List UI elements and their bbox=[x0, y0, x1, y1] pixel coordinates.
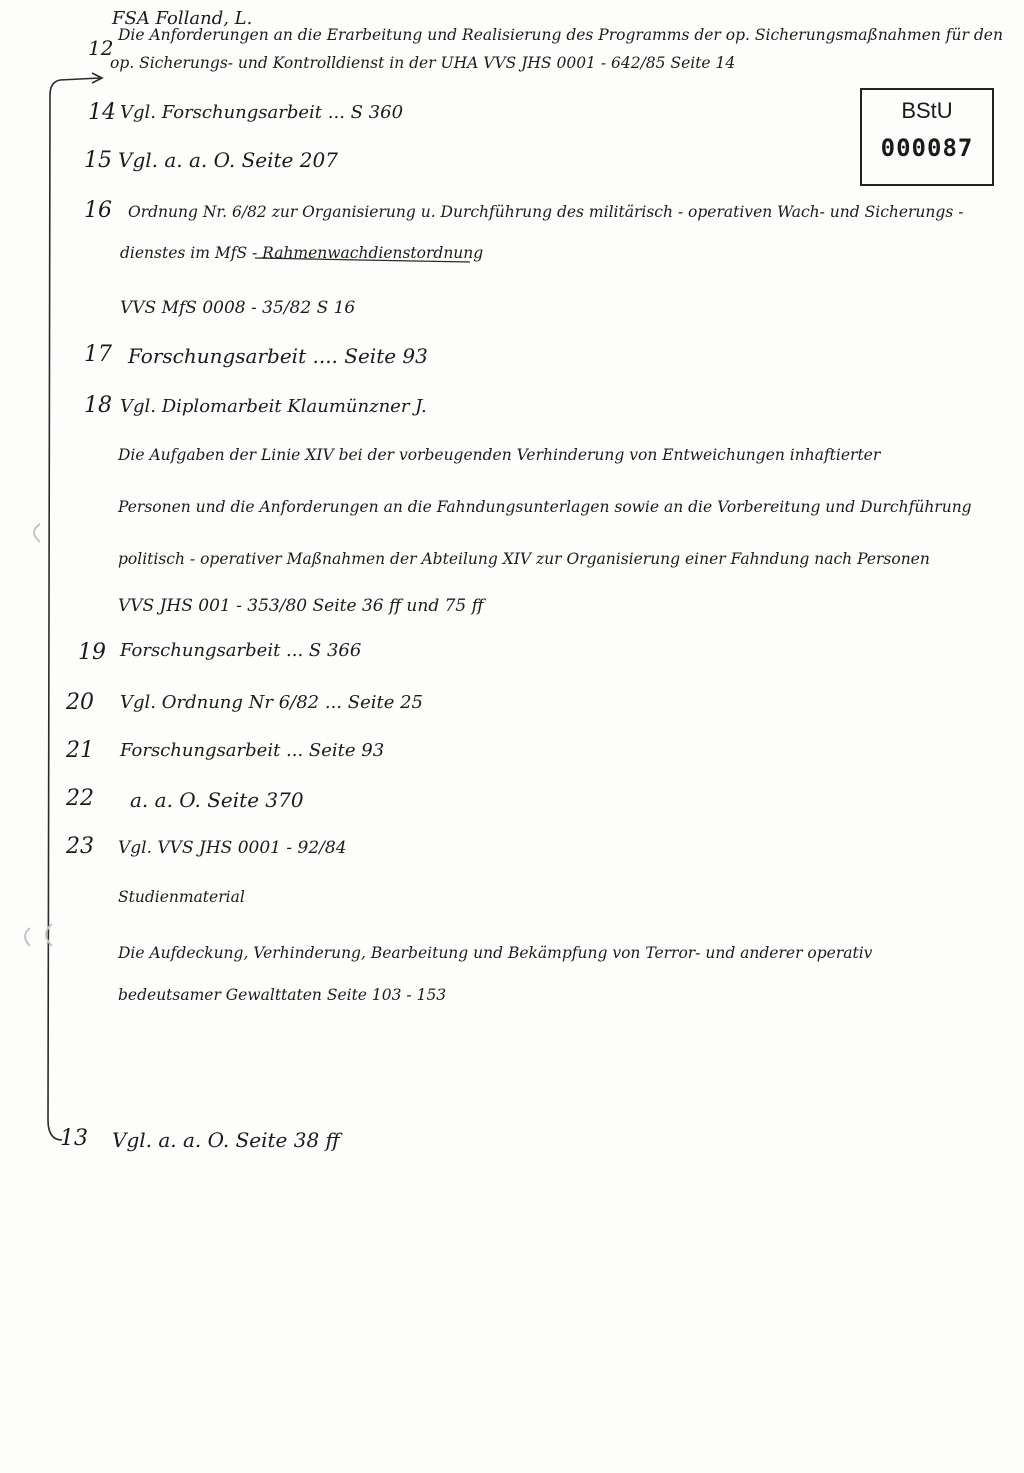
margin-bracket-line bbox=[48, 78, 100, 1140]
note-number-15: 15 bbox=[84, 148, 112, 173]
note-number-16: 16 bbox=[84, 198, 112, 223]
note-18-line1: Vgl. Diplomarbeit Klaumünzner J. bbox=[120, 396, 427, 417]
note-23-line2: Studienmaterial bbox=[118, 888, 245, 906]
note-number-14: 14 bbox=[88, 100, 116, 125]
note-number-20: 20 bbox=[66, 690, 94, 715]
stamp-number: 000087 bbox=[880, 134, 974, 162]
archive-stamp bbox=[860, 88, 994, 186]
punch-hole-mark-upper bbox=[34, 524, 40, 542]
note-18-line3: Personen und die Anforderungen an die Fahndungsunterlagen sowie an die Vorbereitung und Durchführung bbox=[118, 498, 972, 516]
note-number-21: 21 bbox=[66, 738, 94, 763]
note-23-line4: bedeutsamer Gewalttaten Seite 103 - 153 bbox=[118, 986, 447, 1004]
note-number-23: 23 bbox=[66, 834, 94, 859]
note-15-text: Vgl. a. a. O. Seite 207 bbox=[118, 148, 338, 172]
note-16-line2: dienstes im MfS - Rahmenwachdienstordnung bbox=[120, 244, 484, 262]
note-13-text: Vgl. a. a. O. Seite 38 ff bbox=[112, 1128, 340, 1152]
note-22-text: a. a. O. Seite 370 bbox=[130, 788, 304, 812]
note-19-text: Forschungsarbeit ... S 366 bbox=[120, 640, 362, 661]
note-16-line1: Ordnung Nr. 6/82 zur Organisierung u. Durchführung des militärisch - operativen Wach- und Sicherungs - bbox=[128, 203, 964, 221]
note-number-12: 12 bbox=[88, 36, 114, 60]
note-18-line5: VVS JHS 001 - 353/80 Seite 36 ff und 75 ff bbox=[118, 596, 484, 616]
note-14-text: Vgl. Forschungsarbeit ... S 360 bbox=[120, 102, 404, 123]
note-17-text: Forschungsarbeit .... Seite 93 bbox=[128, 344, 428, 368]
note-number-17: 17 bbox=[84, 342, 112, 367]
note-23-line3: Die Aufdeckung, Verhinderung, Bearbeitung und Bekämpfung von Terror- und anderer operativ bbox=[118, 944, 873, 962]
note-18-line2: Die Aufgaben der Linie XIV bei der vorbeugenden Verhinderung von Entweichungen inhaftierter bbox=[118, 446, 881, 464]
note-12-line1: Die Anforderungen an die Erarbeitung und Realisierung des Programms der op. Sicherungsmaßnahmen für den bbox=[118, 26, 1003, 44]
note-23-line1: Vgl. VVS JHS 0001 - 92/84 bbox=[118, 838, 347, 858]
note-12-line2: op. Sicherungs- und Kontrolldienst in der UHA VVS JHS 0001 - 642/85 Seite 14 bbox=[110, 54, 736, 72]
note-number-22: 22 bbox=[66, 786, 94, 811]
note-number-18: 18 bbox=[84, 393, 112, 418]
note-21-text: Forschungsarbeit ... Seite 93 bbox=[120, 740, 385, 761]
note-20-text: Vgl. Ordnung Nr 6/82 ... Seite 25 bbox=[120, 692, 423, 713]
note-18-line4: politisch - operativer Maßnahmen der Abteilung XIV zur Organisierung einer Fahndung nach Personen bbox=[118, 550, 930, 568]
note-number-13: 13 bbox=[60, 1126, 88, 1151]
stamp-title: BStU bbox=[901, 98, 953, 123]
note-number-19: 19 bbox=[78, 640, 106, 665]
author-line: FSA Folland, L. bbox=[112, 8, 253, 29]
note-16-line3: VVS MfS 0008 - 35/82 S 16 bbox=[120, 298, 356, 318]
